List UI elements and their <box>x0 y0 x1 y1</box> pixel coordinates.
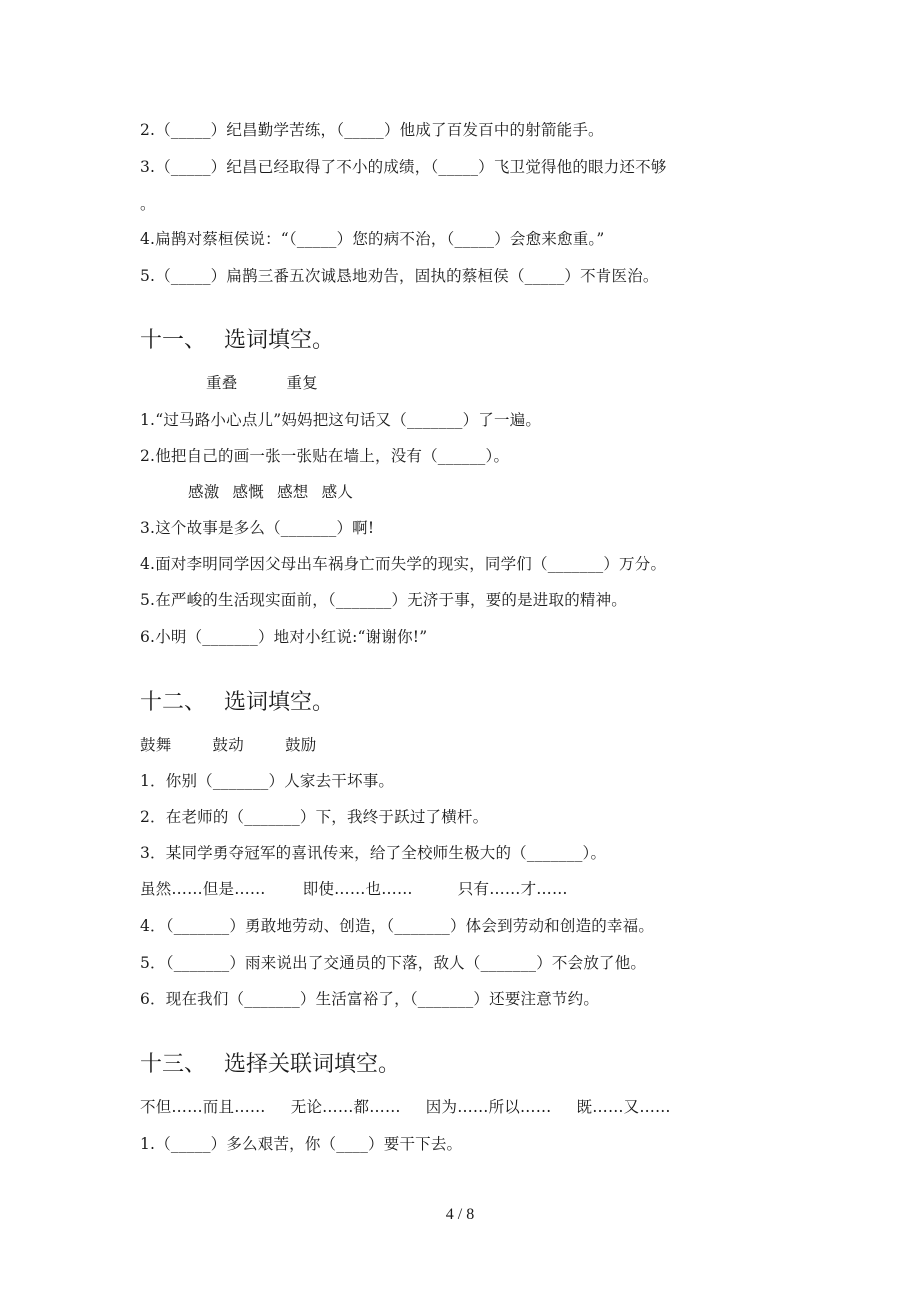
q13-number: 十三、 <box>140 1052 207 1077</box>
q11-word: 重复 <box>286 374 318 392</box>
q12-word-bank-a <box>140 735 317 755</box>
q11-item-4: 4.面对李明同学因父母出车祸身亡而失学的现实，同学们（_______）万分。 <box>140 555 667 573</box>
q11-item-3: 3.这个故事是多么（_______）啊! <box>140 519 375 537</box>
q13-word: 不但……而且…… <box>140 1098 266 1116</box>
q11-item-2: 2.他把自己的画一张一张贴在墙上，没有（______）。 <box>140 447 510 465</box>
q10-item-3-continuation: 。 <box>140 195 156 213</box>
q12-heading <box>140 689 334 717</box>
q13-word: 既……又…… <box>576 1098 671 1116</box>
q12-title: 选词填空。 <box>224 690 335 715</box>
q10-item-4: 4.扁鹊对蔡桓侯说：“（_____）您的病不治，（_____）会愈来愈重。” <box>140 230 605 248</box>
q11-item-1: 1.“过马路小心点儿”妈妈把这句话又（_______）了一遍。 <box>140 411 542 429</box>
q10-item-5: 5.（_____）扁鹊三番五次诚恳地劝告，固执的蔡桓侯（_____）不肯医治。 <box>140 267 659 285</box>
q10-item-3: 3.（_____）纪昌已经取得了不小的成绩，（_____）飞卫觉得他的眼力还不够 <box>140 158 667 176</box>
q12-word: 只有……才…… <box>457 880 568 898</box>
q11-title: 选词填空。 <box>224 328 335 353</box>
q13-heading <box>140 1051 400 1079</box>
q10-item-2: 2.（_____）纪昌勤学苦练，（_____）他成了百发百中的射箭能手。 <box>140 121 604 139</box>
q11-word: 感激 <box>188 483 220 501</box>
q12-item-2: 2．在老师的（_______）下，我终于跃过了横杆。 <box>140 808 489 826</box>
q13-word: 无论……都…… <box>290 1098 401 1116</box>
q13-word-bank <box>140 1097 671 1117</box>
q12-item-6: 6．现在我们（_______）生活富裕了，（_______）还要注意节约。 <box>140 990 600 1008</box>
q11-number: 十一、 <box>140 328 207 353</box>
q12-item-1: 1．你别（_______）人家去干坏事。 <box>140 772 395 790</box>
q12-number: 十二、 <box>140 690 207 715</box>
q12-word: 虽然……但是…… <box>140 880 266 898</box>
q12-word-bank-b <box>140 879 568 899</box>
q12-word: 鼓动 <box>212 736 244 754</box>
q11-item-5: 5.在严峻的生活现实面前，（_______）无济于事，要的是进取的精神。 <box>140 591 627 609</box>
q13-word: 因为……所以…… <box>425 1098 552 1116</box>
q13-title: 选择关联词填空。 <box>224 1052 401 1077</box>
q11-item-6: 6.小明（_______）地对小红说:“谢谢你!” <box>140 628 428 646</box>
q11-word: 重叠 <box>206 374 238 392</box>
q11-word: 感人 <box>321 483 354 501</box>
q12-word: 鼓舞 <box>140 736 172 754</box>
q11-word: 感想 <box>277 483 309 501</box>
page-number: 4 / 8 <box>445 1206 475 1223</box>
q12-item-5: 5．（_______）雨来说出了交通员的下落，敌人（_______）不会放了他。 <box>140 954 647 972</box>
q11-word-bank-b <box>188 482 353 502</box>
q13-item-1: 1.（_____）多么艰苦，你（____）要干下去。 <box>140 1135 463 1153</box>
q12-word: 即使……也…… <box>302 880 413 898</box>
q12-item-4: 4．（_______）勇敢地劳动、创造，（_______）体会到劳动和创造的幸福。 <box>140 917 655 935</box>
q11-word: 感慨 <box>232 483 264 501</box>
q12-item-3: 3．某同学勇夺冠军的喜讯传来，给了全校师生极大的（_______）。 <box>140 844 607 862</box>
q12-word: 鼓励 <box>285 736 317 754</box>
q11-heading <box>140 327 334 355</box>
q11-word-bank-a <box>206 373 318 393</box>
